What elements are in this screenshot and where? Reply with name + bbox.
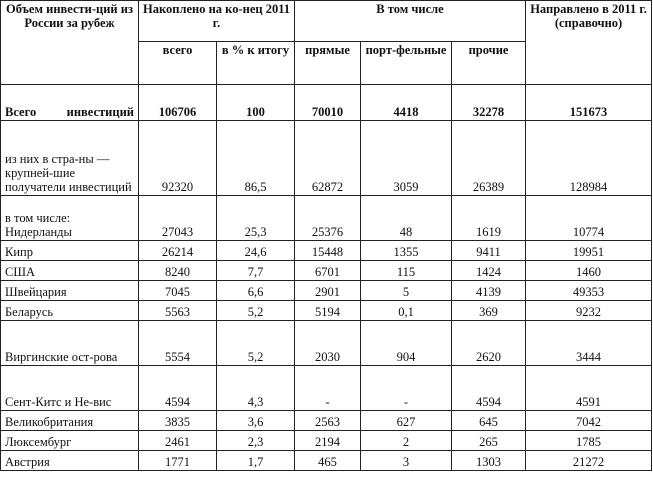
cell-directed: 3444 bbox=[526, 321, 652, 366]
cell-directed: 19951 bbox=[526, 241, 652, 261]
cell-percent: 7,7 bbox=[217, 261, 295, 281]
cell-other: 32278 bbox=[452, 85, 526, 121]
cell-other: 9411 bbox=[452, 241, 526, 261]
cell-direct: - bbox=[295, 366, 361, 411]
cell-percent: 2,3 bbox=[217, 431, 295, 451]
row-label: Люксембург bbox=[1, 431, 139, 451]
cell-portfolio: 48 bbox=[361, 196, 452, 241]
cell-total: 92320 bbox=[139, 121, 217, 196]
cell-percent: 100 bbox=[217, 85, 295, 121]
row-label: Великобритания bbox=[1, 411, 139, 431]
row-label: из них в стра-ны — крупней-шие получатели инвестиций bbox=[1, 121, 139, 196]
row-label: США bbox=[1, 261, 139, 281]
table-row bbox=[1, 431, 652, 451]
cell-other: 1303 bbox=[452, 451, 526, 471]
cell-total: 5563 bbox=[139, 301, 217, 321]
cell-total: 5554 bbox=[139, 321, 217, 366]
cell-portfolio: 5 bbox=[361, 281, 452, 301]
cell-direct: 2030 bbox=[295, 321, 361, 366]
cell-direct: 6701 bbox=[295, 261, 361, 281]
cell-directed: 1460 bbox=[526, 261, 652, 281]
cell-total: 3835 bbox=[139, 411, 217, 431]
cell-directed: 21272 bbox=[526, 451, 652, 471]
cell-portfolio: 115 bbox=[361, 261, 452, 281]
header-other: прочие bbox=[452, 42, 526, 85]
cell-total: 1771 bbox=[139, 451, 217, 471]
header-portfolio: порт-фельные bbox=[361, 42, 452, 85]
row-label: в том числе: Нидерланды bbox=[1, 196, 139, 241]
cell-portfolio: 3059 bbox=[361, 121, 452, 196]
cell-percent: 4,3 bbox=[217, 366, 295, 411]
cell-directed: 128984 bbox=[526, 121, 652, 196]
cell-total: 4594 bbox=[139, 366, 217, 411]
cell-other: 2620 bbox=[452, 321, 526, 366]
header-country: Объем инвести-ций из России за рубеж bbox=[1, 1, 139, 85]
header-total: всего bbox=[139, 42, 217, 85]
cell-percent: 25,3 bbox=[217, 196, 295, 241]
cell-directed: 9232 bbox=[526, 301, 652, 321]
row-label: Сент-Китс и Не-вис bbox=[1, 366, 139, 411]
cell-direct: 2194 bbox=[295, 431, 361, 451]
cell-total: 27043 bbox=[139, 196, 217, 241]
cell-direct: 25376 bbox=[295, 196, 361, 241]
cell-total: 2461 bbox=[139, 431, 217, 451]
cell-portfolio: 1355 bbox=[361, 241, 452, 261]
row-label: Швейцария bbox=[1, 281, 139, 301]
cell-portfolio: 3 bbox=[361, 451, 452, 471]
table-row bbox=[1, 366, 652, 411]
cell-other: 645 bbox=[452, 411, 526, 431]
cell-portfolio: 0,1 bbox=[361, 301, 452, 321]
cell-other: 4139 bbox=[452, 281, 526, 301]
cell-total: 8240 bbox=[139, 261, 217, 281]
cell-portfolio: 627 bbox=[361, 411, 452, 431]
cell-directed: 10774 bbox=[526, 196, 652, 241]
cell-percent: 3,6 bbox=[217, 411, 295, 431]
cell-other: 265 bbox=[452, 431, 526, 451]
cell-percent: 1,7 bbox=[217, 451, 295, 471]
cell-other: 369 bbox=[452, 301, 526, 321]
cell-direct: 2563 bbox=[295, 411, 361, 431]
header-accumulated: Накоплено на ко-нец 2011 г. bbox=[139, 1, 295, 42]
cell-other: 4594 bbox=[452, 366, 526, 411]
cell-directed: 7042 bbox=[526, 411, 652, 431]
table-row-total bbox=[1, 85, 652, 121]
cell-direct: 2901 bbox=[295, 281, 361, 301]
table-row bbox=[1, 196, 652, 241]
cell-percent: 5,2 bbox=[217, 301, 295, 321]
cell-total: 7045 bbox=[139, 281, 217, 301]
cell-other: 26389 bbox=[452, 121, 526, 196]
cell-directed: 1785 bbox=[526, 431, 652, 451]
header-including: В том числе bbox=[295, 1, 526, 42]
table-row bbox=[1, 301, 652, 321]
cell-percent: 5,2 bbox=[217, 321, 295, 366]
table-row bbox=[1, 121, 652, 196]
cell-total: 106706 bbox=[139, 85, 217, 121]
cell-portfolio: 4418 bbox=[361, 85, 452, 121]
cell-directed: 151673 bbox=[526, 85, 652, 121]
cell-direct: 465 bbox=[295, 451, 361, 471]
header-directed: Направлено в 2011 г. (справочно) bbox=[526, 1, 652, 85]
table-row bbox=[1, 281, 652, 301]
table-row bbox=[1, 261, 652, 281]
cell-other: 1424 bbox=[452, 261, 526, 281]
cell-directed: 4591 bbox=[526, 366, 652, 411]
cell-directed: 49353 bbox=[526, 281, 652, 301]
cell-percent: 24,6 bbox=[217, 241, 295, 261]
header-direct: прямые bbox=[295, 42, 361, 85]
cell-portfolio: 904 bbox=[361, 321, 452, 366]
cell-other: 1619 bbox=[452, 196, 526, 241]
cell-percent: 6,6 bbox=[217, 281, 295, 301]
table-row bbox=[1, 411, 652, 431]
row-label: Виргинские ост-рова bbox=[1, 321, 139, 366]
cell-direct: 5194 bbox=[295, 301, 361, 321]
row-label: Австрия bbox=[1, 451, 139, 471]
row-label: Беларусь bbox=[1, 301, 139, 321]
table-row bbox=[1, 241, 652, 261]
table-row bbox=[1, 451, 652, 471]
cell-direct: 70010 bbox=[295, 85, 361, 121]
cell-portfolio: - bbox=[361, 366, 452, 411]
cell-portfolio: 2 bbox=[361, 431, 452, 451]
row-label: Всего инвестиций bbox=[1, 85, 139, 121]
cell-direct: 62872 bbox=[295, 121, 361, 196]
cell-total: 26214 bbox=[139, 241, 217, 261]
cell-direct: 15448 bbox=[295, 241, 361, 261]
row-label: Кипр bbox=[1, 241, 139, 261]
cell-percent: 86,5 bbox=[217, 121, 295, 196]
table-row bbox=[1, 321, 652, 366]
header-percent: в % к итогу bbox=[217, 42, 295, 85]
